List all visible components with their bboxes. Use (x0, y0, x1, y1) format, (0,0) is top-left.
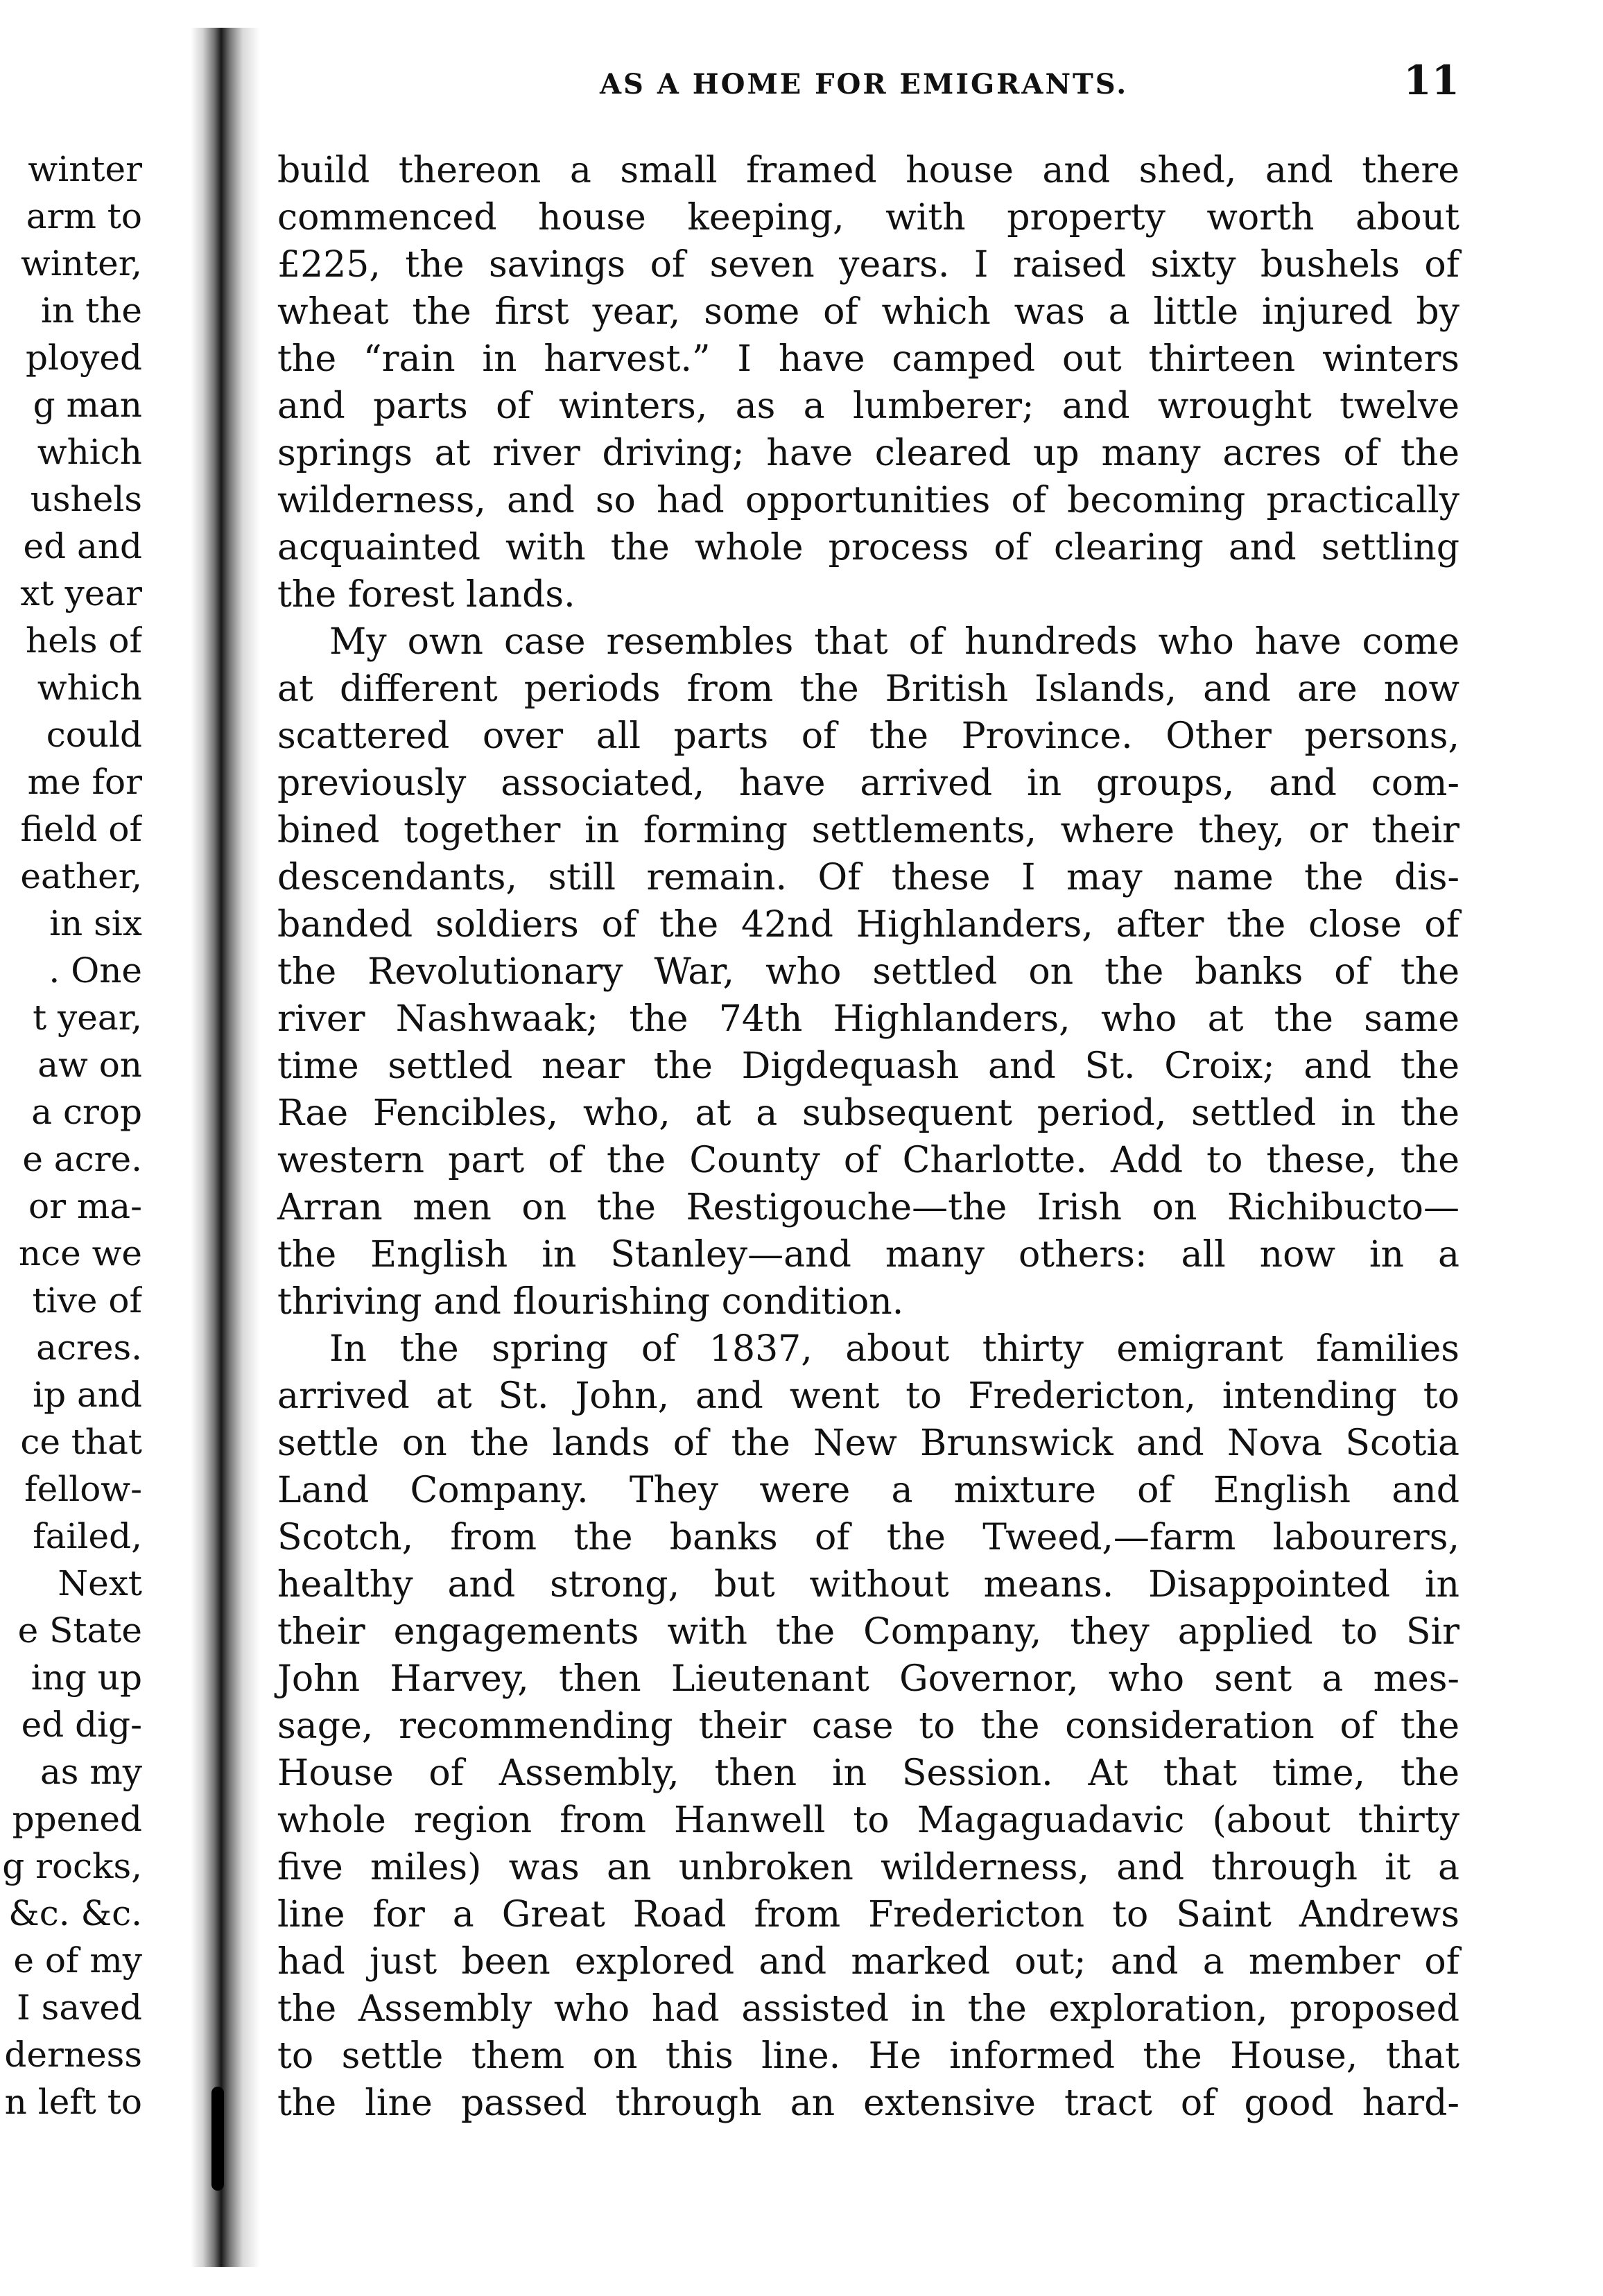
text-line: springs at river driving; have cleared up many acres of the (277, 433, 1459, 474)
text-line: build thereon a small framed house and shed, and there (277, 150, 1459, 191)
text-line: wheat the first year, some of which was a little injured by (277, 291, 1459, 333)
facing-page-line: eather, (20, 856, 142, 896)
facing-page-line: which (37, 432, 142, 472)
text-line: had just been explored and marked out; and a member of (277, 1941, 1459, 1983)
text-line: previously associated, have arrived in groups, and com- (277, 763, 1459, 804)
facing-page-line: derness (4, 2035, 142, 2075)
text-line: Land Company. They were a mixture of English and (277, 1470, 1459, 1511)
text-line: banded soldiers of the 42nd Highlanders, after the close of (277, 904, 1459, 946)
facing-page-line: g man (33, 385, 142, 425)
facing-page-line: &c. &c. (8, 1893, 142, 1933)
text-line: wilderness, and so had opportunities of becoming practically (277, 480, 1459, 521)
running-title: AS A HOME FOR EMIGRANTS. (600, 68, 1129, 101)
facing-page-line: ing up (31, 1658, 142, 1698)
facing-page-line: ed dig- (21, 1705, 142, 1745)
facing-page-edge (0, 146, 142, 2170)
text-line: their engagements with the Company, they applied to Sir (277, 1611, 1459, 1653)
facing-page-line: Next (58, 1563, 142, 1603)
text-line: the “rain in harvest.” I have camped out thirteen winters (277, 338, 1459, 380)
facing-page-line: e of my (13, 1940, 142, 1981)
facing-page-line: xt year (20, 573, 142, 614)
facing-page-line: as my (40, 1752, 142, 1792)
running-header (277, 57, 1463, 110)
facing-page-line: ip and (33, 1375, 142, 1415)
facing-page-line: field of (20, 809, 142, 849)
text-line: the forest lands. (277, 574, 575, 616)
text-line: the English in Stanley—and many others: all now in a (277, 1234, 1459, 1276)
page-number: 11 (1403, 57, 1459, 104)
facing-page-line: t year, (33, 998, 142, 1038)
text-line: descendants, still remain. Of these I may name the dis- (277, 857, 1459, 898)
facing-page-line: in the (41, 290, 142, 331)
book-gutter-shadow (191, 28, 260, 2267)
text-line: five miles) was an unbroken wilderness, and through it a (277, 1847, 1459, 1888)
facing-page-line: e acre. (22, 1139, 142, 1179)
facing-page-line: which (37, 668, 142, 708)
facing-page-line: nce we (18, 1233, 142, 1273)
text-line: the Revolutionary War, who settled on the banks of the (277, 951, 1459, 993)
facing-page-line: I saved (17, 1988, 142, 2028)
text-line: My own case resembles that of hundreds who have come (329, 621, 1459, 663)
text-line: whole region from Hanwell to Magaguadavic (about thirty (277, 1800, 1459, 1841)
text-line: House of Assembly, then in Session. At that time, the (277, 1753, 1459, 1794)
facing-page-line: winter, (21, 243, 142, 284)
text-line: £225, the savings of seven years. I raised sixty bushels of (277, 244, 1459, 286)
text-line: Scotch, from the banks of the Tweed,—farm labourers, (277, 1517, 1459, 1558)
text-line: at different periods from the British Islands, and are now (277, 668, 1459, 710)
facing-page-line: in six (49, 903, 142, 943)
text-line: scattered over all parts of the Province. Other persons, (277, 715, 1459, 757)
facing-page-line: ed and (23, 526, 142, 566)
facing-page-line: fellow- (24, 1469, 142, 1509)
facing-page-line: could (46, 715, 142, 755)
text-line: acquainted with the whole process of clearing and settling (277, 527, 1459, 568)
facing-page-line: hels of (26, 620, 142, 661)
text-line: John Harvey, then Lieutenant Governor, who sent a mes- (277, 1658, 1459, 1700)
text-line: Rae Fencibles, who, at a subsequent period, settled in the (277, 1093, 1459, 1134)
gutter-binding-mark (211, 2087, 224, 2191)
text-line: In the spring of 1837, about thirty emigrant families (329, 1328, 1459, 1370)
text-line: arrived at St. John, and went to Fredericton, intending to (277, 1375, 1459, 1417)
text-line: sage, recommending their case to the consideration of the (277, 1705, 1459, 1747)
facing-page-line: ce that (20, 1422, 142, 1462)
facing-page-line: tive of (32, 1280, 142, 1321)
facing-page-line: . One (49, 950, 142, 991)
text-line: bined together in forming settlements, where they, or their (277, 810, 1459, 851)
facing-page-line: aw on (37, 1045, 142, 1085)
text-line: settle on the lands of the New Brunswick and Nova Scotia (277, 1423, 1459, 1464)
text-line: healthy and strong, but without means. Disappointed in (277, 1564, 1459, 1606)
facing-page-line: arm to (26, 196, 142, 236)
text-line: the Assembly who had assisted in the exploration, proposed (277, 1988, 1459, 2030)
facing-page-line: acres. (36, 1328, 142, 1368)
text-line: the line passed through an extensive tract of good hard- (277, 2082, 1459, 2124)
facing-page-line: winter (28, 149, 142, 189)
facing-page-line: ppened (12, 1799, 142, 1839)
facing-page-line: g rocks, (2, 1846, 142, 1886)
facing-page-line: ushels (30, 479, 142, 519)
facing-page-line: e State (17, 1610, 142, 1651)
facing-page-line: a crop (31, 1092, 142, 1132)
facing-page-line: ployed (26, 338, 142, 378)
text-line: commenced house keeping, with property worth about (277, 197, 1459, 238)
text-line: western part of the County of Charlotte. Add to these, the (277, 1140, 1459, 1181)
text-line: line for a Great Road from Fredericton to Saint Andrews (277, 1894, 1459, 1936)
text-line: river Nashwaak; the 74th Highlanders, who at the same (277, 998, 1459, 1040)
facing-page-line: or ma- (28, 1186, 142, 1226)
text-line: Arran men on the Restigouche—the Irish on Richibucto— (277, 1187, 1459, 1228)
facing-page-line: failed, (33, 1516, 142, 1556)
main-text-column (277, 147, 1459, 2127)
text-line: to settle them on this line. He informed the House, that (277, 2035, 1459, 2077)
text-line: time settled near the Digdequash and St. Croix; and the (277, 1045, 1459, 1087)
facing-page-line: n left to (4, 2082, 142, 2122)
text-line: and parts of winters, as a lumberer; and wrought twelve (277, 385, 1459, 427)
facing-page-line: me for (27, 762, 142, 802)
text-line: thriving and flourishing condition. (277, 1281, 904, 1323)
